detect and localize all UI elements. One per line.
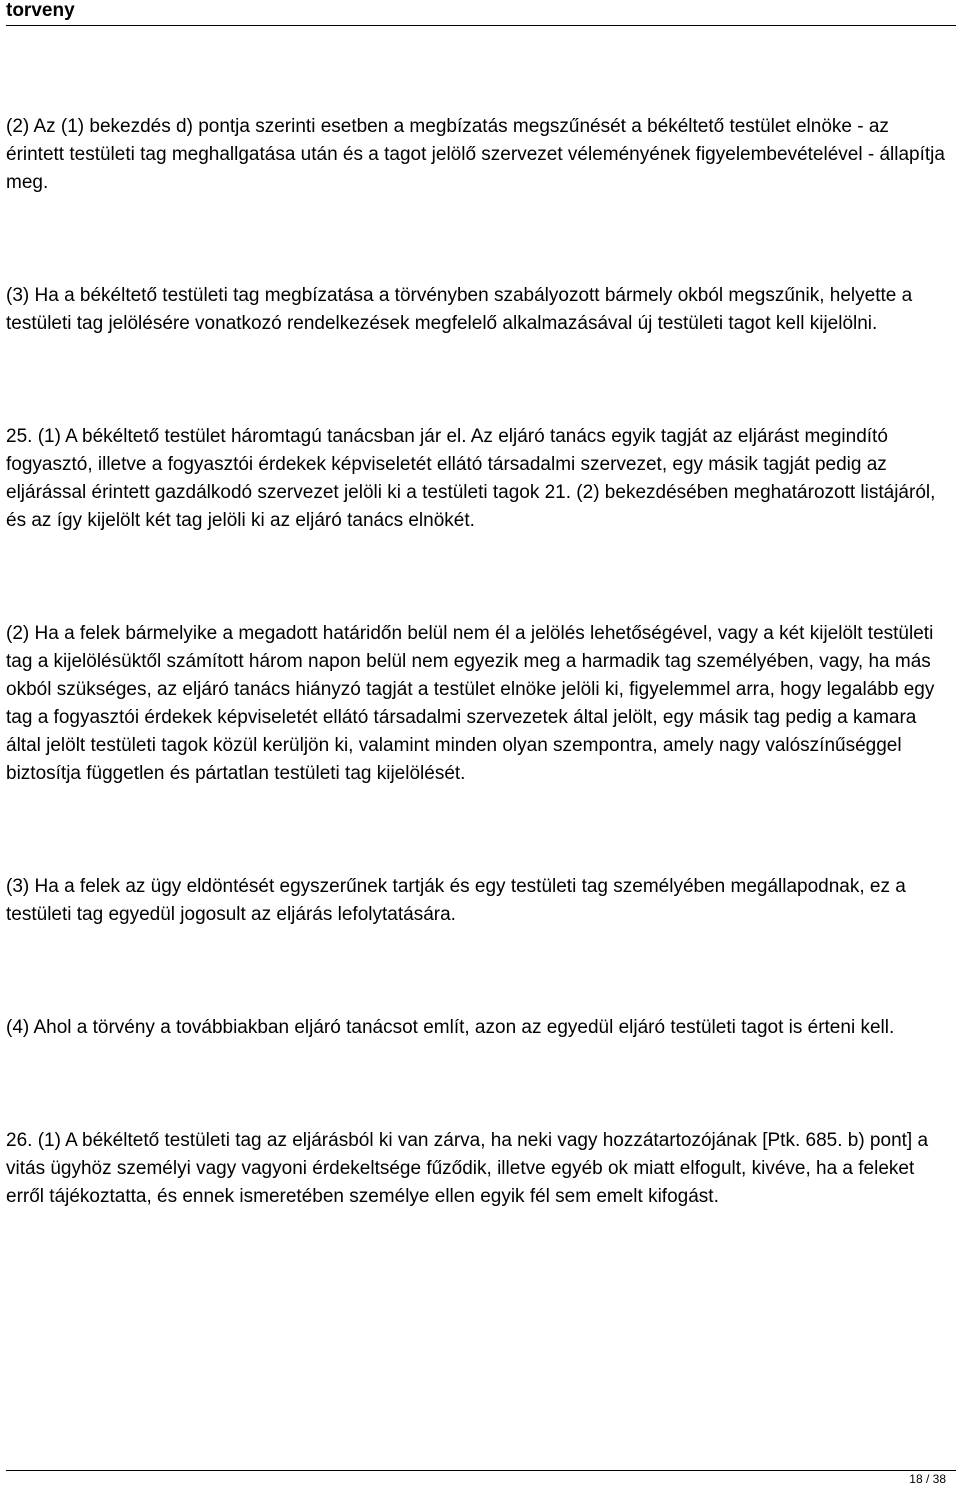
- document-title: torveny: [6, 0, 75, 21]
- section-25-paragraph-2: (2) Ha a felek bármelyike a megadott határidőn belül nem él a jelölés lehetőségével, vagy a két kijelölt testületi tag a kijelölésüktől számított három napon belül nem egyezik meg a harmadik tag személyében, vagy, ha más okból szükséges, az eljáró tanács hiányzó tagját a testület elnöke jelöli ki, figyelemmel arra, hogy legalább egy tag a fogyasztói érdekek képviseletét ellátó társadalmi szervezetek által jelölt, egy másik tag pedig a kamara által jelölt testületi tagok közül kerüljön ki, valamint minden olyan szempontra, amely nagy valószínűséggel biztosítja független és pártatlan testületi tag kijelölését.: [6, 623, 935, 784]
- page-number: 18 / 38: [909, 1472, 946, 1486]
- paragraph-2-termination: (2) Az (1) bekezdés d) pontja szerinti esetben a megbízatás megszűnését a békéltető testület elnöke - az érintett testületi tag meghallgatása után és a tagot jelölő szervezet véleményének figyelembevételével - állapítja meg.: [6, 116, 945, 193]
- section-25-paragraph-4: (4) Ahol a törvény a továbbiakban eljáró tanácsot említ, azon az egyedül eljáró testületi tagot is érteni kell.: [6, 1017, 895, 1038]
- section-25-paragraph-3: (3) Ha a felek az ügy eldöntését egyszerűnek tartják és egy testületi tag személyében megállapodnak, ez a testületi tag egyedül jogosult az eljárás lefolytatására.: [6, 876, 906, 925]
- section-25-paragraph-1: 25. (1) A békéltető testület háromtagú tanácsban jár el. Az eljáró tanács egyik tagját az eljárást megindító fogyasztó, illetve a fogyasztói érdekek képviseletét ellátó társadalmi szervezet, egy másik tagját pedig az eljárással érintett gazdálkodó szervezet jelöli ki a testületi tagok 21. (2) bekezdésében meghatározott listájáról, és az így kijelölt két tag jelöli ki az eljáró tanács elnökét.: [6, 426, 936, 531]
- paragraph-3-replacement: (3) Ha a békéltető testületi tag megbízatása a törvényben szabályozott bármely okból megszűnik, helyette a testületi tag jelölésére vonatkozó rendelkezések megfelelő alkalmazásával új testületi tagot kell kijelölni.: [6, 285, 913, 334]
- section-26-paragraph-1: 26. (1) A békéltető testületi tag az eljárásból ki van zárva, ha neki vagy hozzátartozójának [Ptk. 685. b) pont] a vitás ügyhöz személyi vagy vagyoni érdekeltsége fűződik, illetve egyéb ok miatt elfogult, kivéve, ha a feleket erről tájékoztatta, és ennek ismeretében személye ellen egyik fél sem emelt kifogást.: [6, 1130, 929, 1207]
- header-divider: [6, 25, 956, 26]
- footer-divider: [6, 1470, 956, 1471]
- document-body: [6, 113, 951, 1211]
